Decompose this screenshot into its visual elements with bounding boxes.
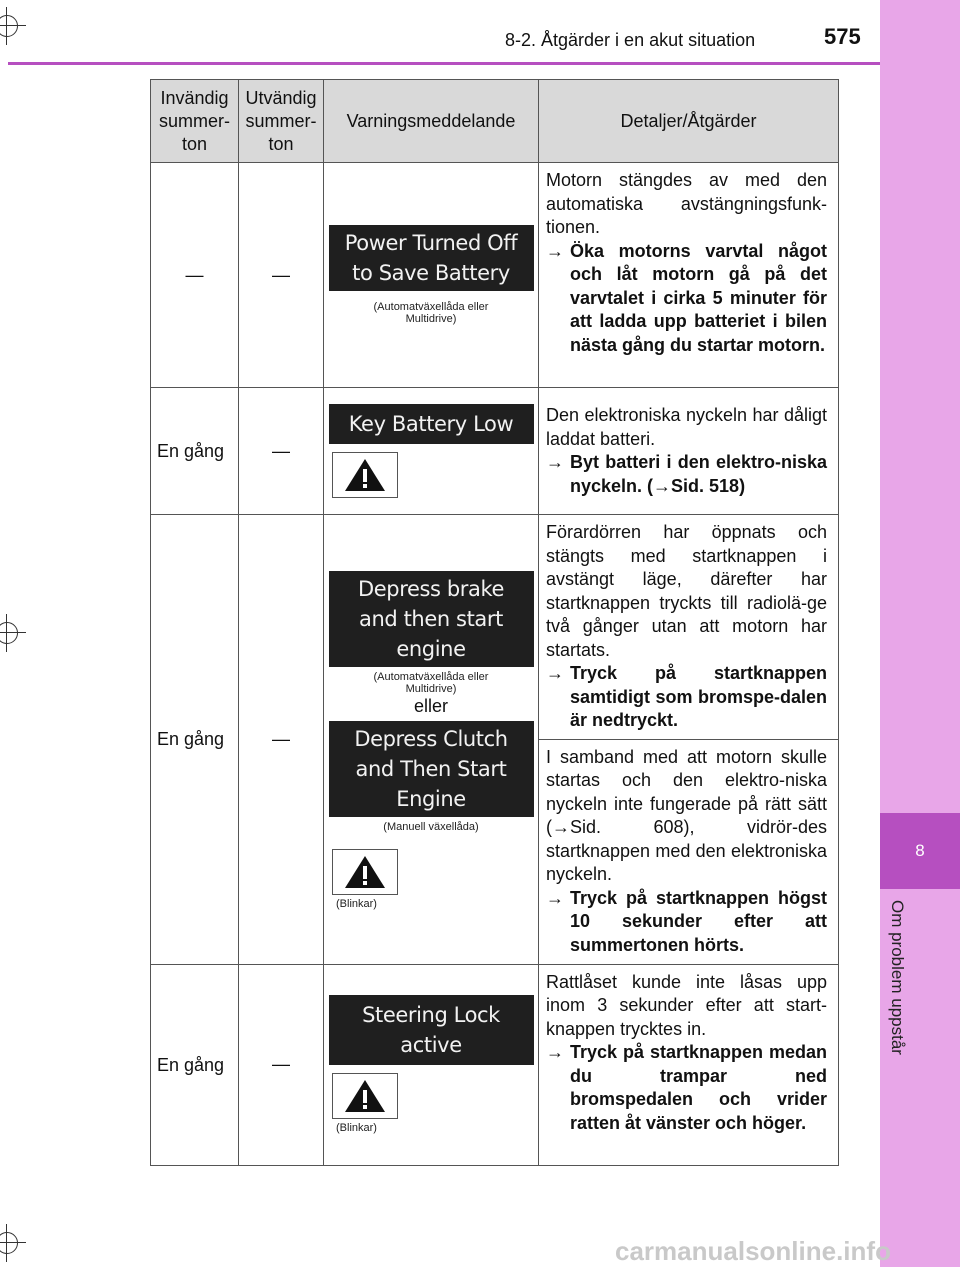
transmission-note-automatic: (Automatväxellåda eller Multidrive)	[373, 671, 489, 695]
or-separator: eller	[413, 696, 448, 716]
action-text: Öka motorns varvtal något och låt motorn gå på det varvtalet i cirka 5 minuter för att ladda upp batteriet i bilen nästa gång du startar motorn.	[570, 240, 827, 355]
warning-table	[150, 79, 839, 1166]
page-number: 575	[824, 24, 861, 49]
table-row	[151, 964, 839, 1165]
details-cell	[539, 515, 839, 740]
table-row	[151, 388, 839, 515]
warning-triangle-icon	[343, 854, 387, 890]
watermark: carmanualsonline.info	[615, 1236, 891, 1266]
detail-text: I samband med att motorn skulle startas och den elektro-niska nyckeln inte fungerade på rätt sätt (→Sid. 608), vidrör-des startknappen med den elektroniska nyckeln.	[546, 746, 827, 884]
external-buzzer-cell: —	[239, 964, 324, 1165]
details-cell	[539, 163, 839, 388]
header-divider	[8, 62, 880, 65]
action-text: Byt batteri i den elektro-niska nyckeln. (→Sid. 518)	[570, 452, 827, 496]
column-header-internal-buzzer: Invändig summer-ton	[151, 80, 239, 163]
warning-light	[332, 849, 398, 895]
action-item	[546, 887, 827, 958]
warning-message-cell	[324, 515, 539, 965]
internal-buzzer-cell: En gång	[151, 964, 239, 1165]
warning-triangle-icon	[343, 457, 387, 493]
action-item	[546, 240, 827, 358]
arrow-right-icon: →	[546, 240, 564, 261]
display-message-automatic: Depress brake and then start engine	[329, 571, 534, 667]
blink-note: (Blinkar)	[336, 1122, 377, 1134]
detail-text: Motorn stängdes av med den automatiska avstängningsfunk-tionen.	[546, 170, 827, 237]
action-item	[546, 1041, 827, 1135]
detail-text: Förardörren har öppnats och stängts med startknappen i avstängt läge, därefter har startknappen tryckts till radiolä-ge två gånger utan att motorn har startats.	[546, 522, 827, 660]
chapter-number: 8	[880, 813, 960, 889]
internal-buzzer-cell: En gång	[151, 388, 239, 515]
arrow-right-icon: →	[546, 887, 564, 908]
warning-triangle-icon	[343, 1078, 387, 1114]
details-cell	[539, 964, 839, 1165]
table-row	[151, 163, 839, 388]
warning-message-cell	[324, 163, 539, 388]
external-buzzer-cell: —	[239, 163, 324, 388]
warning-message-cell	[324, 964, 539, 1165]
internal-buzzer-cell: —	[151, 163, 239, 388]
arrow-right-icon: →	[546, 452, 564, 472]
column-header-details: Detaljer/Åtgärder	[539, 80, 839, 163]
column-header-warning-message: Varningsmeddelande	[324, 80, 539, 163]
table-row	[151, 515, 839, 740]
registration-mark-top-left	[0, 15, 18, 37]
display-message: Steering Lock active	[329, 995, 534, 1065]
detail-text: Rattlåset kunde inte låsas upp inom 3 sekunder efter att start-knappen trycktes in.	[546, 971, 827, 1039]
action-text: Tryck på startknappen samtidigt som bromspe-dalen är nedtryckt.	[570, 663, 827, 730]
action-item	[546, 451, 827, 498]
arrow-right-icon: →	[546, 663, 564, 683]
display-message: Key Battery Low	[329, 404, 534, 444]
external-buzzer-cell: —	[239, 388, 324, 515]
transmission-note: (Automatväxellåda eller Multidrive)	[373, 301, 489, 325]
registration-mark-mid-left	[0, 622, 18, 644]
section-title: 8-2. Åtgärder i en akut situation	[505, 30, 756, 50]
action-text: Tryck på startknappen medan du trampar ned bromspedalen och vrider ratten åt vänster och höger.	[570, 1042, 827, 1133]
internal-buzzer-cell: En gång	[151, 515, 239, 965]
detail-text: Den elektroniska nyckeln har dåligt laddat batteri.	[546, 405, 827, 449]
action-item	[546, 662, 827, 733]
blink-note: (Blinkar)	[336, 898, 377, 910]
display-message: Power Turned Off to Save Battery	[329, 225, 534, 291]
display-message-manual: Depress Clutch and Then Start Engine	[329, 721, 534, 817]
warning-message-cell	[324, 388, 539, 515]
transmission-note-manual: (Manuell växellåda)	[383, 821, 479, 833]
registration-mark-bottom-left	[0, 1232, 18, 1254]
chapter-label: Om problem uppstår	[888, 900, 907, 1055]
arrow-right-icon: →	[546, 1042, 564, 1062]
warning-light	[332, 452, 398, 498]
details-cell	[539, 739, 839, 964]
table-header-row	[151, 80, 839, 163]
warning-light	[332, 1073, 398, 1119]
external-buzzer-cell: —	[239, 515, 324, 965]
action-text: Tryck på startknappen högst 10 sekunder efter att summertonen hörts.	[570, 887, 827, 955]
column-header-external-buzzer: Utvändig summer-ton	[239, 80, 324, 163]
details-cell	[539, 388, 839, 515]
